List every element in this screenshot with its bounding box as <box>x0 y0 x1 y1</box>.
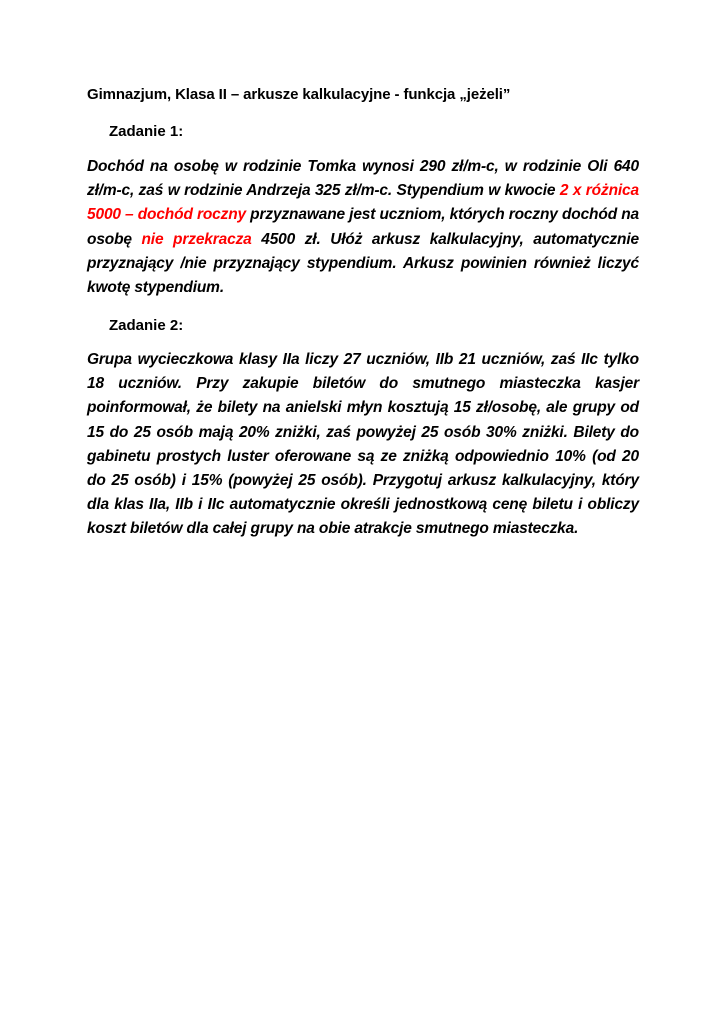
task2-heading: Zadanie 2: <box>109 317 184 334</box>
task1-highlight-condition: nie przekracza <box>141 230 252 248</box>
task2-text: Grupa wycieczkowa klasy IIa liczy 27 uczniów, IIb 21 uczniów, zaś IIc tylko 18 uczniów. Przy zakupie biletów do smutnego miasteczka kasjer poinformował, że bilety na anielski młyn kosztują 15 zł/osobę, ale grupy od 15 do 25 osób mają 20% zniżki, zaś powyżej 25 osób 30% zniżki. Bilety do gabinetu prostych luster oferowane są ze zniżką odpowiednio 10% (od 20 do 25 osób) i 15% (powyżej 25 osób). Przygotuj arkusz kalkulacyjny, który dla klas IIa, IIb i IIc automatycznie określi jednostkową cenę biletu i obliczy koszt biletów dla całej grupy na obie atrakcje smutnego miasteczka. <box>87 351 639 538</box>
task1-text-part1: Dochód na osobę w rodzinie Tomka wynosi 290 zł/m-c, w rodzinie Oli 640 zł/m-c, zaś w rodzinie Andrzeja 325 zł/m-c. Stypendium w kwocie <box>87 158 639 200</box>
task1-text-part2: przyznawane jest uczniom, których roczny dochód na osobę <box>87 206 639 248</box>
document-title: Gimnazjum, Klasa II – arkusze kalkulacyjne - funkcja „jeżeli” <box>87 86 511 103</box>
task1-heading: Zadanie 1: <box>109 123 184 140</box>
task1-text <box>87 155 639 300</box>
task1-highlight-formula: 2 x różnica 5000 – dochód roczny <box>87 182 639 224</box>
task1-text-part3: 4500 zł. Ułóż arkusz kalkulacyjny, automatycznie przyznający /nie przyznający stypendium. Arkusz powinien również liczyć kwotę stypendium. <box>87 230 639 297</box>
